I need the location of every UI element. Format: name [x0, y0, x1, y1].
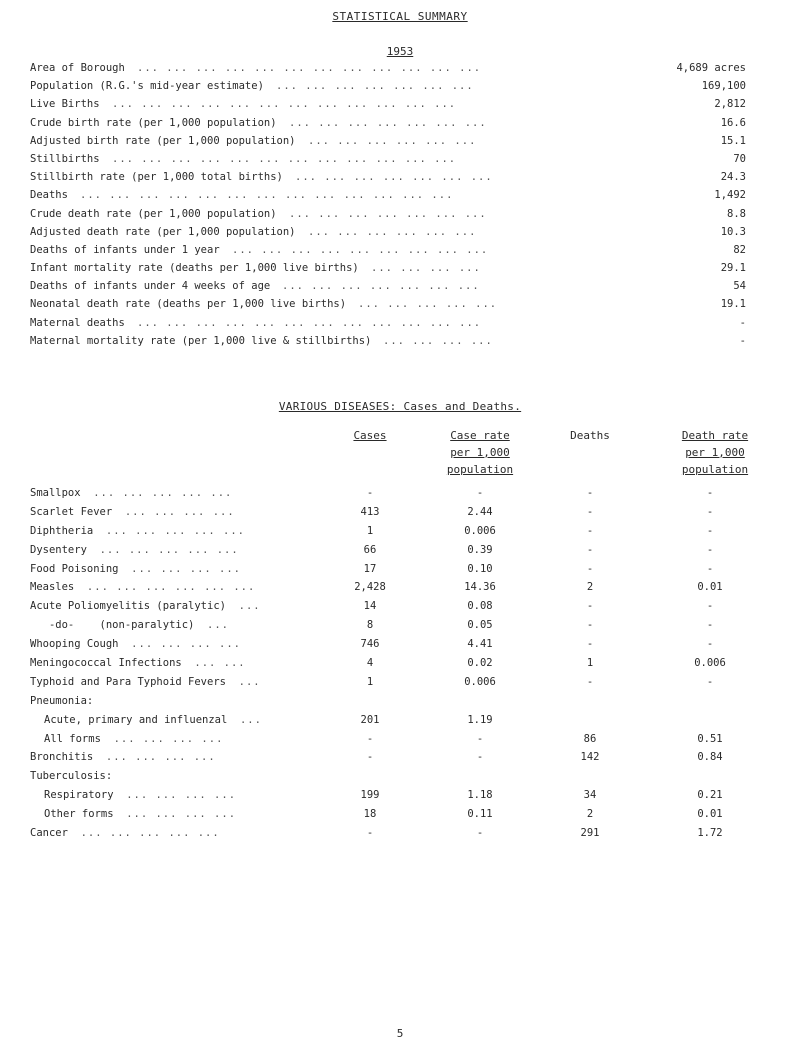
disease-deaths: -	[586, 543, 594, 556]
disease-death-rate: -	[706, 524, 714, 537]
diseases-heading: VARIOUS DISEASES: Cases and Deaths.	[278, 400, 522, 413]
disease-label	[30, 748, 216, 767]
summary-value: -	[734, 332, 746, 350]
leader-dots: ... ... ... ... ... ... ... ... ... ... ... ...	[112, 98, 457, 111]
disease-label	[30, 597, 261, 616]
page-title: STATISTICAL SUMMARY	[332, 10, 468, 23]
disease-case-rate: -	[476, 827, 484, 840]
disease-label	[30, 673, 261, 692]
disease-deaths: -	[586, 675, 594, 688]
disease-label-text: Acute, primary and influenzal	[44, 713, 228, 726]
disease-case-rate: 4.41	[467, 638, 493, 651]
header-death-rate	[665, 427, 765, 478]
disease-label	[30, 635, 241, 654]
diseases-table	[30, 484, 760, 843]
header-cases	[340, 427, 400, 444]
header-case-rate	[430, 427, 530, 478]
summary-label: Population (R.G.'s mid-year estimate)	[30, 77, 274, 95]
disease-row	[30, 503, 760, 522]
summary-label: Neonatal death rate (deaths per 1,000 live births)	[30, 295, 356, 313]
summary-label: Crude death rate (per 1,000 population)	[30, 205, 287, 223]
leader-dots: ... ... ... ...	[105, 751, 216, 764]
header-case-rate-line1: Case rate	[450, 429, 510, 442]
disease-death-rate: -	[706, 619, 714, 632]
summary-row	[30, 150, 746, 168]
leader-dots: ... ... ... ... ... ...	[308, 225, 477, 238]
leader-dots: ... ... ... ...	[126, 808, 237, 821]
disease-deaths: 86	[583, 732, 597, 745]
leader-dots: ... ... ... ... ...	[80, 827, 220, 840]
disease-label	[30, 560, 241, 579]
summary-label: Maternal deaths	[30, 314, 135, 332]
disease-deaths: -	[586, 562, 594, 575]
summary-value: 169,100	[696, 77, 746, 95]
disease-death-rate: -	[706, 638, 714, 651]
header-death-rate-line1: Death rate	[681, 429, 749, 442]
disease-row	[30, 673, 760, 692]
header-deaths-label: Deaths	[570, 429, 610, 442]
leader-dots: ... ... ... ... ... ... ... ... ... ... ... ... ...	[80, 189, 454, 202]
disease-deaths: 1	[586, 657, 594, 670]
disease-cases: 1	[366, 524, 374, 537]
summary-row	[30, 277, 746, 295]
disease-label-text: Typhoid and Para Typhoid Fevers	[30, 675, 226, 688]
report-year: 1953	[386, 45, 414, 58]
leader-dots: ... ... ... ... ... ... ... ... ... ... ... ...	[112, 152, 457, 165]
summary-label: Deaths	[30, 186, 78, 204]
disease-death-rate: 0.21	[697, 789, 723, 802]
header-case-rate-line3: population	[446, 463, 514, 476]
disease-cases: 8	[366, 619, 374, 632]
summary-value: 10.3	[715, 223, 746, 241]
leader-dots: ... ... ... ... ... ... ...	[282, 280, 480, 293]
disease-deaths: 142	[580, 751, 600, 764]
disease-cases: 746	[360, 638, 380, 651]
disease-death-rate: 0.51	[697, 732, 723, 745]
leader-dots: ...	[238, 675, 261, 688]
summary-value: 54	[727, 277, 746, 295]
disease-case-rate: 0.006	[464, 675, 496, 688]
disease-label-text: Pneumonia:	[30, 694, 94, 707]
leader-dots: ... ...	[194, 657, 246, 670]
disease-case-rate: 0.10	[467, 562, 493, 575]
disease-death-rate: 1.72	[697, 827, 723, 840]
disease-label	[30, 767, 125, 786]
header-cases-label: Cases	[353, 429, 387, 442]
summary-value: 2,812	[708, 95, 746, 113]
summary-value: 15.1	[715, 132, 746, 150]
summary-label: Adjusted birth rate (per 1,000 population)	[30, 132, 306, 150]
summary-row	[30, 241, 746, 259]
disease-death-rate: 0.01	[697, 581, 723, 594]
disease-row	[30, 484, 760, 503]
disease-row	[30, 805, 760, 824]
header-death-rate-line2: per 1,000	[685, 446, 745, 459]
disease-row	[30, 786, 760, 805]
disease-case-rate: 0.02	[467, 657, 493, 670]
summary-label: Crude birth rate (per 1,000 population)	[30, 114, 287, 132]
disease-deaths: -	[586, 505, 594, 518]
disease-cases: 413	[360, 505, 380, 518]
disease-deaths: 34	[583, 789, 597, 802]
disease-label-text: Dysentery	[30, 543, 87, 556]
disease-case-rate: 0.08	[467, 600, 493, 613]
disease-deaths: -	[586, 487, 594, 499]
disease-label-text: Respiratory	[44, 789, 114, 802]
disease-cases: -	[366, 751, 374, 764]
disease-row	[30, 654, 760, 673]
disease-label	[30, 541, 239, 560]
page-number: 5	[396, 1027, 404, 1040]
leader-dots: ... ... ... ... ...	[93, 487, 233, 499]
leader-dots: ... ... ... ... ... ... ...	[289, 116, 487, 129]
disease-label	[30, 654, 246, 673]
disease-row	[30, 560, 760, 579]
disease-row	[30, 578, 760, 597]
disease-death-rate: -	[706, 487, 714, 499]
summary-value: 82	[727, 241, 746, 259]
disease-deaths: -	[586, 524, 594, 537]
summary-row	[30, 295, 746, 313]
summary-row	[30, 223, 746, 241]
summary-row	[30, 95, 746, 113]
disease-row	[30, 541, 760, 560]
disease-death-rate: 0.006	[694, 657, 726, 670]
leader-dots: ...	[238, 600, 261, 613]
leader-dots: ... ... ... ...	[113, 732, 224, 745]
summary-row	[30, 168, 746, 186]
disease-label	[44, 730, 223, 749]
disease-deaths: -	[586, 600, 594, 613]
disease-label	[30, 484, 232, 503]
disease-death-rate: 0.84	[697, 751, 723, 764]
disease-death-rate: -	[706, 562, 714, 575]
summary-value: 4,689 acres	[670, 59, 746, 77]
disease-label-text: Other forms	[44, 808, 114, 821]
disease-row	[30, 748, 760, 767]
summary-row	[30, 114, 746, 132]
disease-case-rate: 1.18	[467, 789, 493, 802]
leader-dots: ... ... ... ... ... ...	[86, 581, 256, 594]
leader-dots: ... ... ... ... ... ...	[308, 134, 477, 147]
leader-dots: ... ... ... ... ...	[105, 524, 245, 537]
disease-case-rate: 14.36	[464, 581, 496, 594]
summary-label: Stillbirths	[30, 150, 110, 168]
disease-cases: 199	[360, 789, 380, 802]
disease-label-text: Whooping Cough	[30, 638, 119, 651]
disease-case-rate: 2.44	[467, 505, 493, 518]
summary-value: 29.1	[715, 259, 746, 277]
disease-cases: 2,428	[354, 581, 386, 594]
disease-row	[30, 692, 760, 711]
summary-value: 8.8	[721, 205, 746, 223]
disease-case-rate: 0.006	[464, 524, 496, 537]
statistical-summary-list	[30, 59, 746, 350]
disease-label-text: Food Poisoning	[30, 562, 119, 575]
disease-label	[30, 616, 229, 635]
summary-value: -	[734, 314, 746, 332]
summary-row	[30, 186, 746, 204]
disease-row	[30, 730, 760, 749]
disease-deaths: -	[586, 638, 594, 651]
disease-case-rate: -	[476, 751, 484, 764]
disease-death-rate: -	[706, 675, 714, 688]
disease-label	[30, 522, 245, 541]
header-death-rate-line3: population	[681, 463, 749, 476]
disease-cases: 1	[366, 675, 374, 688]
summary-row	[30, 314, 746, 332]
disease-label-text: Smallpox	[30, 487, 81, 499]
disease-label-text: Cancer	[30, 827, 68, 840]
disease-label	[30, 578, 255, 597]
disease-deaths: 2	[586, 808, 594, 821]
disease-cases: 14	[363, 600, 377, 613]
leader-dots: ... ... ... ... ...	[358, 298, 498, 311]
leader-dots: ... ... ... ... ... ... ...	[276, 80, 474, 93]
disease-label-text: Scarlet Fever	[30, 505, 113, 518]
disease-cases: 201	[360, 713, 380, 726]
disease-label-text: All forms	[44, 732, 101, 745]
disease-row	[30, 767, 760, 786]
leader-dots: ... ... ... ... ... ... ...	[295, 171, 493, 184]
disease-label	[30, 824, 220, 843]
summary-label: Stillbirth rate (per 1,000 total births)	[30, 168, 293, 186]
summary-row	[30, 205, 746, 223]
disease-cases: -	[366, 487, 374, 499]
disease-row	[30, 711, 760, 730]
disease-label-text: -do- (non-paralytic)	[30, 619, 195, 632]
disease-label	[30, 692, 106, 711]
disease-deaths: 291	[580, 827, 600, 840]
leader-dots: ... ... ... ... ... ... ... ... ... ... ... ...	[137, 62, 482, 74]
summary-value: 24.3	[715, 168, 746, 186]
leader-dots: ... ... ... ...	[126, 789, 237, 802]
disease-label-text: Bronchitis	[30, 751, 94, 764]
summary-row	[30, 332, 746, 350]
disease-case-rate: 0.11	[467, 808, 493, 821]
summary-label: Infant mortality rate (deaths per 1,000 live births)	[30, 259, 369, 277]
leader-dots: ...	[239, 713, 262, 726]
disease-label	[30, 503, 235, 522]
disease-label-text: Measles	[30, 581, 75, 594]
summary-row	[30, 259, 746, 277]
disease-death-rate: -	[706, 600, 714, 613]
summary-row	[30, 77, 746, 95]
header-case-rate-line2: per 1,000	[450, 446, 510, 459]
header-deaths	[560, 427, 620, 444]
summary-label: Maternal mortality rate (per 1,000 live & stillbirths)	[30, 332, 381, 350]
disease-cases: 66	[363, 543, 377, 556]
disease-row	[30, 824, 760, 843]
disease-label	[44, 786, 236, 805]
summary-label: Deaths of infants under 4 weeks of age	[30, 277, 280, 295]
summary-label: Live Births	[30, 95, 110, 113]
summary-label: Area of Borough	[30, 59, 135, 77]
summary-value: 70	[727, 150, 746, 168]
summary-value: 1,492	[708, 186, 746, 204]
disease-case-rate: -	[476, 487, 484, 499]
disease-label	[44, 805, 236, 824]
summary-row	[30, 132, 746, 150]
disease-deaths: 2	[586, 581, 594, 594]
leader-dots: ... ... ... ... ... ... ... ... ... ... ... ...	[137, 316, 482, 329]
disease-label-text: Tuberculosis:	[30, 770, 113, 783]
disease-label	[44, 711, 262, 730]
disease-case-rate: 0.39	[467, 543, 493, 556]
disease-row	[30, 597, 760, 616]
disease-label-text: Meningococcal Infections	[30, 657, 182, 670]
summary-value: 16.6	[715, 114, 746, 132]
summary-label: Deaths of infants under 1 year	[30, 241, 230, 259]
leader-dots: ... ... ... ...	[124, 505, 235, 518]
disease-deaths: -	[586, 619, 594, 632]
leader-dots: ... ... ... ...	[131, 562, 241, 575]
summary-value: 19.1	[715, 295, 746, 313]
leader-dots: ...	[207, 619, 229, 632]
leader-dots: ... ... ... ... ...	[99, 543, 239, 556]
summary-row	[30, 59, 746, 77]
disease-row	[30, 522, 760, 541]
leader-dots: ... ... ... ...	[131, 638, 241, 651]
disease-cases: -	[366, 827, 374, 840]
disease-row	[30, 616, 760, 635]
disease-label-text: Acute Poliomyelitis (paralytic)	[30, 600, 226, 613]
disease-cases: 17	[363, 562, 377, 575]
leader-dots: ... ... ... ...	[383, 334, 493, 347]
disease-cases: 4	[366, 657, 374, 670]
leader-dots: ... ... ... ... ... ... ... ... ...	[232, 243, 489, 256]
leader-dots: ... ... ... ... ... ... ...	[289, 207, 487, 220]
disease-case-rate: 1.19	[467, 713, 493, 726]
disease-case-rate: 0.05	[467, 619, 493, 632]
disease-case-rate: -	[476, 732, 484, 745]
disease-row	[30, 635, 760, 654]
disease-death-rate: -	[706, 505, 714, 518]
disease-death-rate: -	[706, 543, 714, 556]
disease-label-text: Diphtheria	[30, 524, 94, 537]
disease-cases: -	[366, 732, 374, 745]
summary-label: Adjusted death rate (per 1,000 population)	[30, 223, 306, 241]
leader-dots: ... ... ... ...	[371, 262, 481, 275]
disease-death-rate: 0.01	[697, 808, 723, 821]
disease-cases: 18	[363, 808, 377, 821]
